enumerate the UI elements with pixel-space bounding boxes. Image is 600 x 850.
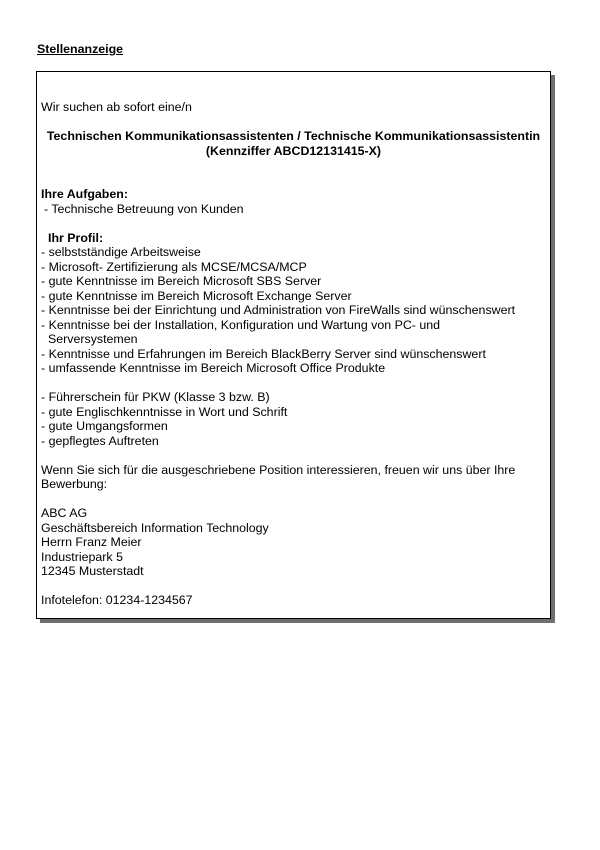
tasks-label: Ihre Aufgaben: [41, 187, 128, 201]
closing-text: Wenn Sie sich für die ausgeschriebene Position interessieren, freuen wir uns über Ihre [41, 462, 516, 477]
profile-item: - gute Umgangsformen [41, 419, 168, 433]
profile-item: - gute Kenntnisse im Bereich Microsoft Exchange Server [41, 288, 352, 303]
address-street: Industriepark 5 [41, 549, 123, 564]
info-phone: Infotelefon: 01234-1234567 [41, 593, 193, 607]
profile-item: - umfassende Kenntnisse im Bereich Microsoft Office Produkte [41, 361, 386, 375]
profile-item: - Kenntnisse bei der Installation, Konfiguration und Wartung von PC- und [41, 317, 441, 332]
profile-item: - Kenntnisse und Erfahrungen im Bereich BlackBerry Server sind wünschenswert [41, 346, 486, 361]
profile-item: - gute Englischkenntnisse in Wort und Schrift [41, 404, 288, 419]
profile-item: - gute Kenntnisse im Bereich Microsoft SBS Server [41, 274, 322, 288]
profile-item: - Microsoft- Zertifizierung als MCSE/MCSA/MCP [41, 259, 307, 274]
address-department: Geschäftsbereich Information Technology [41, 520, 269, 535]
job-ad-content [41, 100, 546, 608]
task-item: - Technische Betreuung von Kunden [44, 201, 244, 216]
reference-number: (Kennziffer ABCD12131415-X) [205, 143, 382, 158]
address-company: ABC AG [41, 506, 88, 520]
closing-text: Bewerbung: [41, 477, 108, 491]
address-city: 12345 Musterstadt [41, 564, 144, 578]
page-heading: Stellenanzeige [37, 42, 124, 56]
job-ad-box [36, 71, 551, 619]
intro-text: Wir suchen ab sofort eine/n [41, 100, 192, 114]
profile-label: Ihr Profil: [48, 230, 104, 245]
profile-item: - gepflegtes Auftreten [41, 433, 159, 448]
profile-item: - selbstständige Arbeitsweise [41, 245, 201, 259]
profile-item: - Kenntnisse bei der Einrichtung und Administration von FireWalls sind wünschenswert [41, 303, 516, 317]
profile-item: - Führerschein für PKW (Klasse 3 bzw. B) [41, 390, 270, 404]
job-title: Technischen Kommunikationsassistenten / Technische Kommunikationsassistentin [46, 129, 541, 143]
profile-item-continuation: Serversystemen [48, 332, 138, 346]
address-contact: Herrn Franz Meier [41, 535, 142, 549]
